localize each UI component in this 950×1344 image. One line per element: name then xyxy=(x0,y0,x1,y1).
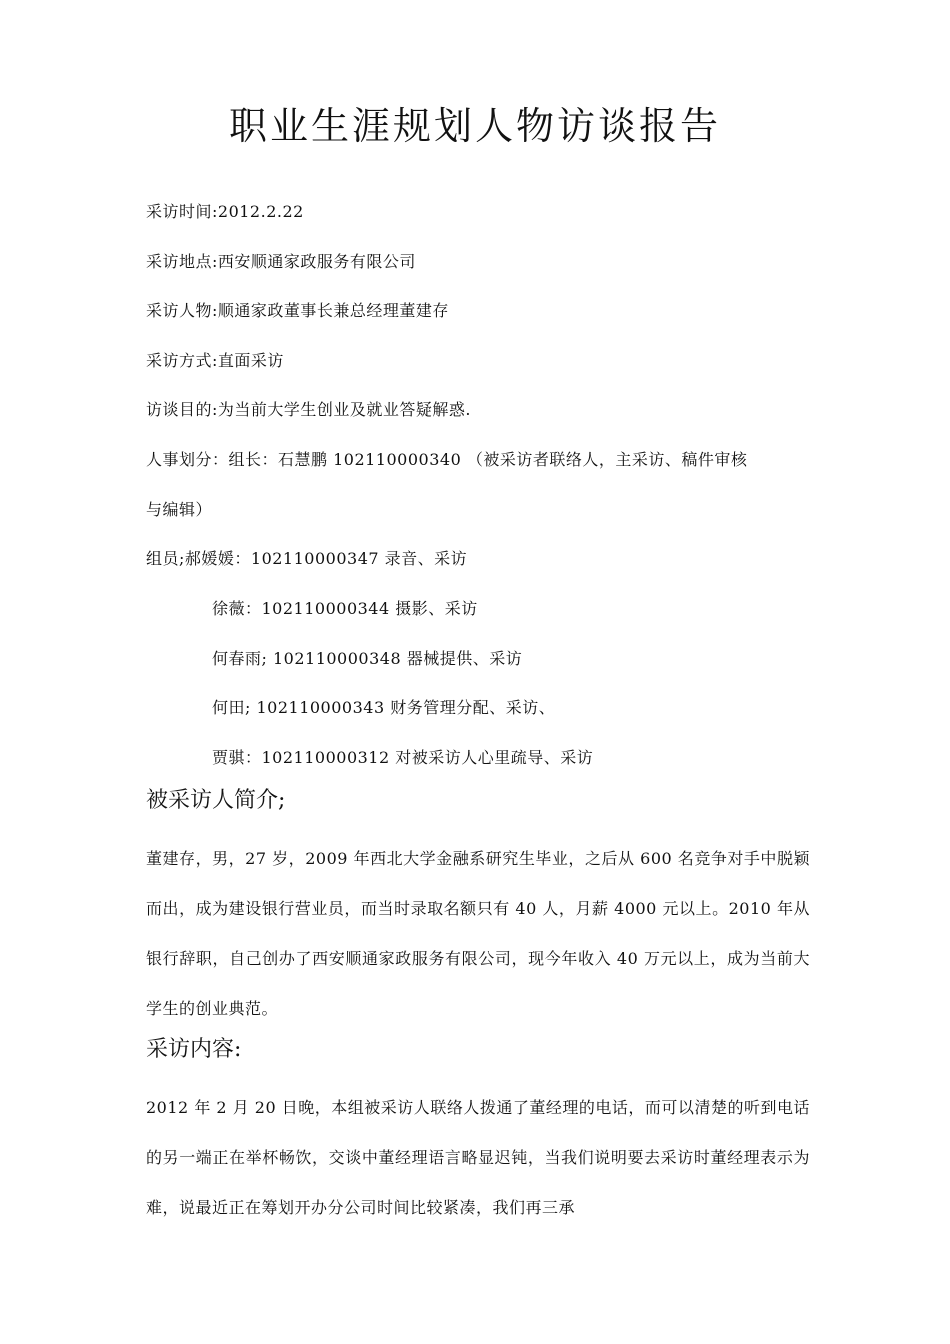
division-leader-line-cont: 与编辑） xyxy=(146,500,213,519)
interview-person: 采访人物:顺通家政董事长兼总经理董建存 xyxy=(146,301,449,320)
interview-method: 采访方式:直面采访 xyxy=(146,351,284,370)
division-leader-line: 人事划分：组长：石慧鹏 102110000340 （被采访者联络人，主采访、稿件审核 xyxy=(146,450,748,469)
bio-paragraph: 董建存，男，27 岁，2009 年西北大学金融系研究生毕业，之后从 600 名竞争对手中脱颖而出，成为建设银行营业员，而当时录取名额只有 40 人，月薪 4000 元以上。2010 年从银行辞职，自己创办了西安顺通家政服务有限公司，现今年收入 40 万元以上，成为当前大学生的创业典范。 xyxy=(146,849,810,1018)
member-line: 何春雨; 102110000348 器械提供、采访 xyxy=(212,649,523,668)
member-line: 何田; 102110000343 财务管理分配、采访、 xyxy=(212,698,556,717)
interview-time: 采访时间:2012.2.22 xyxy=(146,202,304,221)
interview-purpose: 访谈目的:为当前大学生创业及就业答疑解惑. xyxy=(146,400,471,419)
member-line: 贾骐：102110000312 对被采访人心里疏导、采访 xyxy=(212,748,594,767)
bio-heading: 被采访人简介; xyxy=(146,788,286,813)
content-paragraph: 2012 年 2 月 20 日晚，本组被采访人联络人拨通了董经理的电话，而可以清楚的听到电话的另一端正在举杯畅饮，交谈中董经理语言略显迟钝，当我们说明要去采访时董经理表示为难，说最近正在筹划开办分公司时间比较紧凑，我们再三承 xyxy=(146,1098,810,1217)
member-line: 徐薇：102110000344 摄影、采访 xyxy=(212,599,478,618)
page-title: 职业生涯规划人物访谈报告 xyxy=(228,104,721,148)
content-heading: 采访内容: xyxy=(146,1037,242,1062)
interview-place: 采访地点:西安顺通家政服务有限公司 xyxy=(146,252,416,271)
member-line: 组员;郝媛媛：102110000347 录音、采访 xyxy=(146,549,468,568)
